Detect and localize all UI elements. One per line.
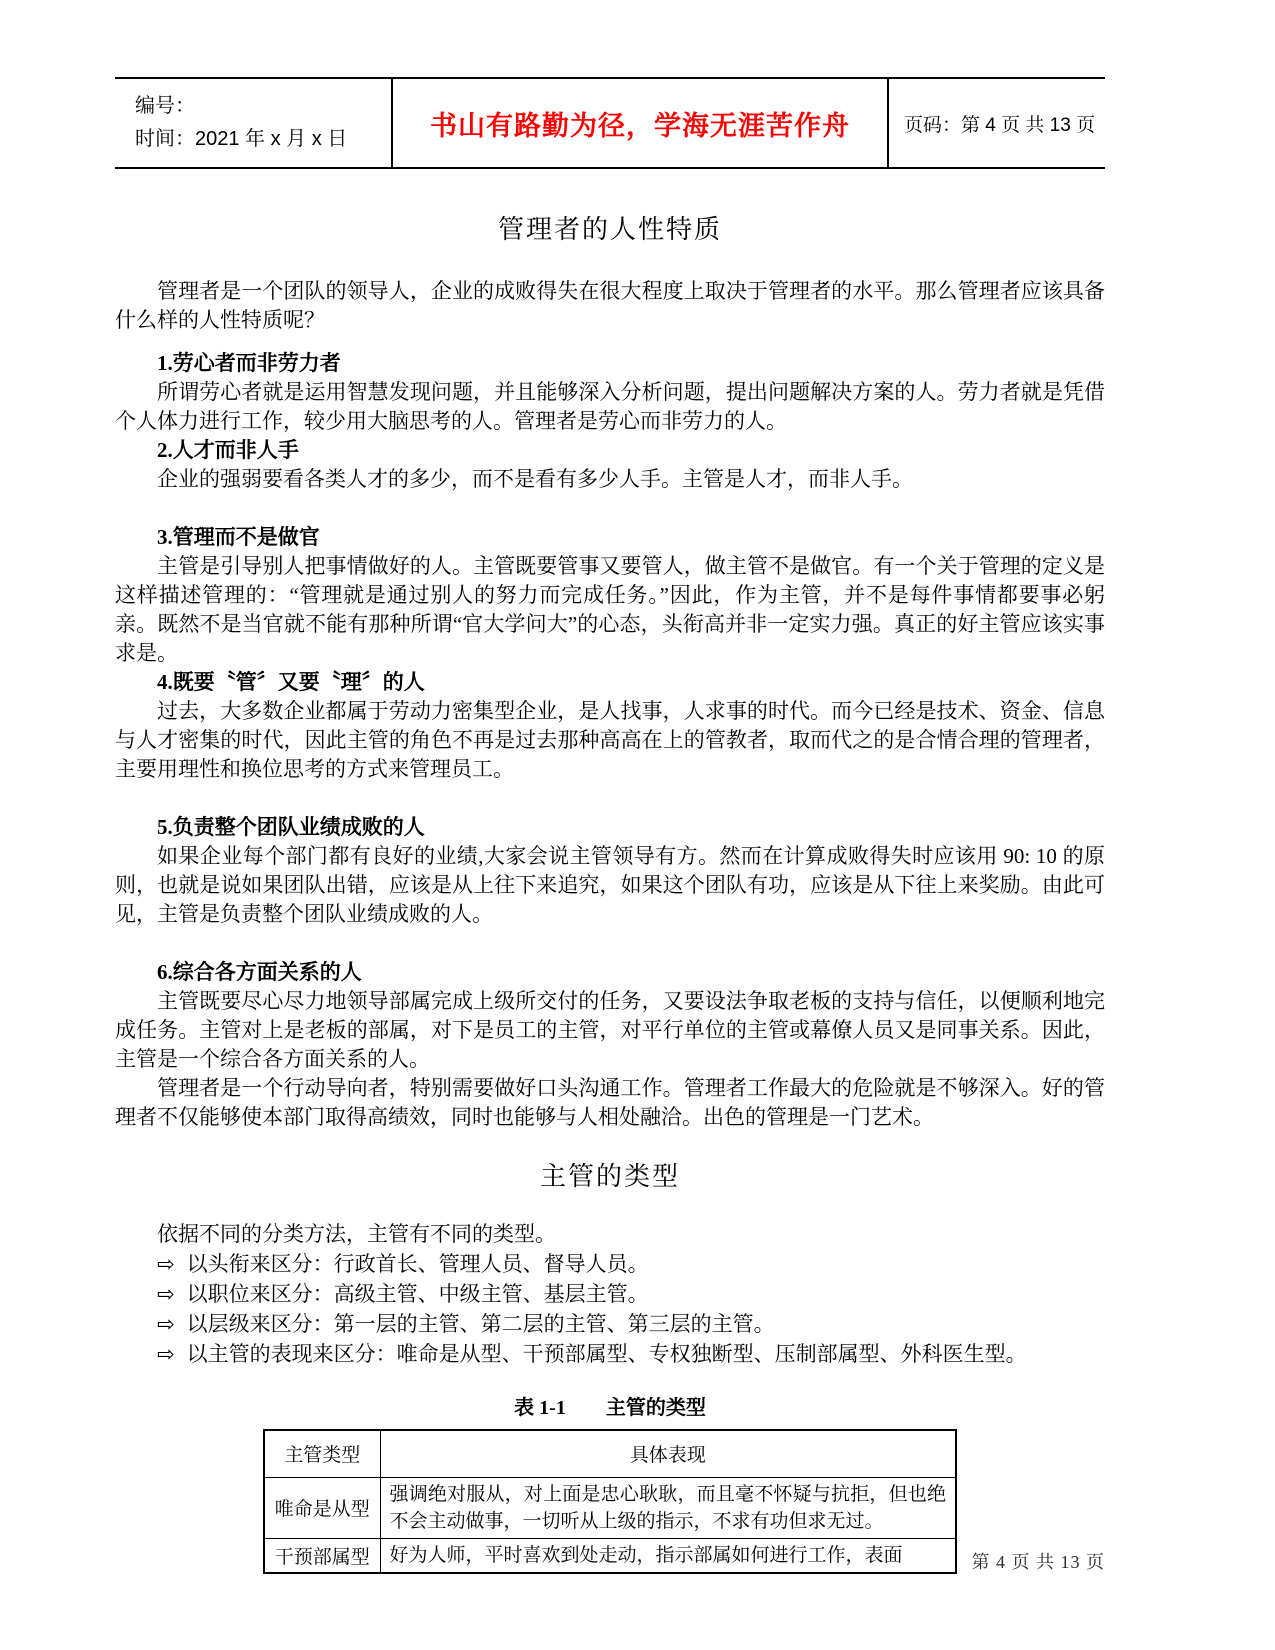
bullet-item-levels <box>157 1309 1105 1339</box>
section-1-heading: 1.劳心者而非劳力者 <box>157 351 341 375</box>
section-4 <box>115 668 1105 784</box>
section-5-body: 如果企业每个部门都有良好的业绩,大家会说主管领导有方。然而在计算成败得失时应该用 90: 10 的原则，也就是说如果团队出错，应该是从上往下来追究，如果这个团队有功，应该是从下往上来奖励。由此可见，主管是负责整个团队业绩成败的人。 <box>115 844 1105 926</box>
page-info: 页码：第 4 页 共 13 页 <box>904 114 1096 136</box>
section-3-body: 主管是引导别人把事情做好的人。主管既要管事又要管人，做主管不是做官。有一个关于管理的定义是这样描述管理的：“管理就是通过别人的努力而完成任务。”因此，作为主管，并不是每件事情都要事必躬亲。既然不是当官就不能有那种所谓“官大学问大”的心态，头衔高并非一定实力强。真正的好主管应该实事求是。 <box>115 554 1105 665</box>
bullet-text: 以层级来区分：第一层的主管、第二层的主管、第三层的主管。 <box>186 1312 775 1336</box>
doc-title-2: 主管的类型 <box>539 1162 680 1191</box>
section-6-body-2: 管理者是一个行动导向者，特别需要做好口头沟通工作。管理者工作最大的危险就是不够深入。好的管理者不仅能够使本部门取得高绩效，同时也能够与人相处融洽。出色的管理是一门艺术。 <box>115 1076 1105 1129</box>
section-3-heading: 3.管理而不是做官 <box>157 525 320 549</box>
table-row <box>264 1477 956 1538</box>
bullet-item-titles <box>157 1249 1105 1279</box>
section-6-body: 主管既要尽心尽力地领导部属完成上级所交付的任务，又要设法争取老板的支持与信任，以便顺利地完成任务。主管对上是老板的部属，对下是员工的主管，对平行单位的主管或幕僚人员又是同事关系。因此，主管是一个综合各方面关系的人。 <box>115 989 1105 1071</box>
intro-paragraph: 管理者是一个团队的领导人，企业的成败得失在很大程度上取决于管理者的水平。那么管理者应该具备什么样的人性特质呢？ <box>115 279 1105 332</box>
date-label: 时间：2021 年 x 月 x 日 <box>135 128 348 150</box>
types-table <box>263 1429 957 1574</box>
section-1 <box>115 349 1105 436</box>
page-footer: 第 4 页 共 13 页 <box>971 1552 1105 1572</box>
arrow-bullet-icon: ⇨ <box>157 1342 175 1366</box>
table-cell-type: 唯命是从型 <box>264 1477 380 1538</box>
document-header <box>115 77 1105 169</box>
arrow-bullet-icon: ⇨ <box>157 1282 175 1306</box>
motto-text: 书山有路勤为径，学海无涯苦作舟 <box>430 110 850 141</box>
arrow-bullet-icon: ⇨ <box>157 1312 175 1336</box>
number-label: 编号： <box>135 95 195 117</box>
header-page-cell <box>889 79 1105 167</box>
section-2-body: 企业的强弱要看各类人才的多少，而不是看有多少人手。主管是人才，而非人手。 <box>157 467 913 491</box>
arrow-bullet-icon: ⇨ <box>157 1252 175 1276</box>
table-cell-desc: 强调绝对服从，对上面是忠心耿耿，而且毫不怀疑与抗拒，但也绝不会主动做事，一切听从上级的指示，不求有功但求无过。 <box>380 1477 956 1538</box>
section-2 <box>115 436 1105 494</box>
doc-title-1: 管理者的人性特质 <box>497 215 722 244</box>
section-1-body: 所谓劳心者就是运用智慧发现问题，并且能够深入分析问题，提出问题解决方案的人。劳力者就是凭借个人体力进行工作，较少用大脑思考的人。管理者是劳心而非劳力的人。 <box>115 380 1105 433</box>
header-number-date-cell <box>115 79 391 167</box>
bullet-item-behaviors <box>157 1339 1105 1369</box>
section-5-heading: 5.负责整个团队业绩成败的人 <box>157 815 425 839</box>
table-row <box>264 1538 956 1573</box>
table-header-type: 主管类型 <box>264 1430 380 1477</box>
table-caption <box>115 1391 1105 1420</box>
section-6-heading: 6.综合各方面关系的人 <box>157 960 362 984</box>
bullet-text: 以主管的表现来区分：唯命是从型、干预部属型、专权独断型、压制部属型、外科医生型。 <box>186 1342 1027 1366</box>
table-caption-title: 主管的类型 <box>605 1397 706 1419</box>
section-6 <box>115 958 1105 1132</box>
table-header-row <box>264 1430 956 1477</box>
bullet-text: 以头衔来区分：行政首长、管理人员、督导人员。 <box>186 1252 649 1276</box>
section-4-heading: 4.既要〝管〞又要〝理〞的人 <box>157 670 425 694</box>
bullet-text: 以职位来区分：高级主管、中级主管、基层主管。 <box>186 1282 649 1306</box>
section-4-body: 过去，大多数企业都属于劳动力密集型企业，是人找事，人求事的时代。而今已经是技术、资金、信息与人才密集的时代，因此主管的角色不再是过去那种高高在上的管教者，取而代之的是合情合理的管理者，主要用理性和换位思考的方式来管理员工。 <box>115 699 1105 781</box>
section-2-heading: 2.人才而非人手 <box>157 438 299 462</box>
section-3 <box>115 523 1105 668</box>
table-header-behavior: 具体表现 <box>380 1430 956 1477</box>
header-motto-cell <box>391 79 889 167</box>
lead-paragraph: 依据不同的分类方法，主管有不同的类型。 <box>157 1222 556 1246</box>
table-cell-type: 干预部属型 <box>264 1538 380 1573</box>
section-5 <box>115 813 1105 929</box>
table-caption-number: 表 1-1 <box>514 1397 566 1419</box>
bullet-item-positions <box>157 1279 1105 1309</box>
table-cell-desc: 好为人师，平时喜欢到处走动，指示部属如何进行工作，表面 <box>380 1538 956 1573</box>
